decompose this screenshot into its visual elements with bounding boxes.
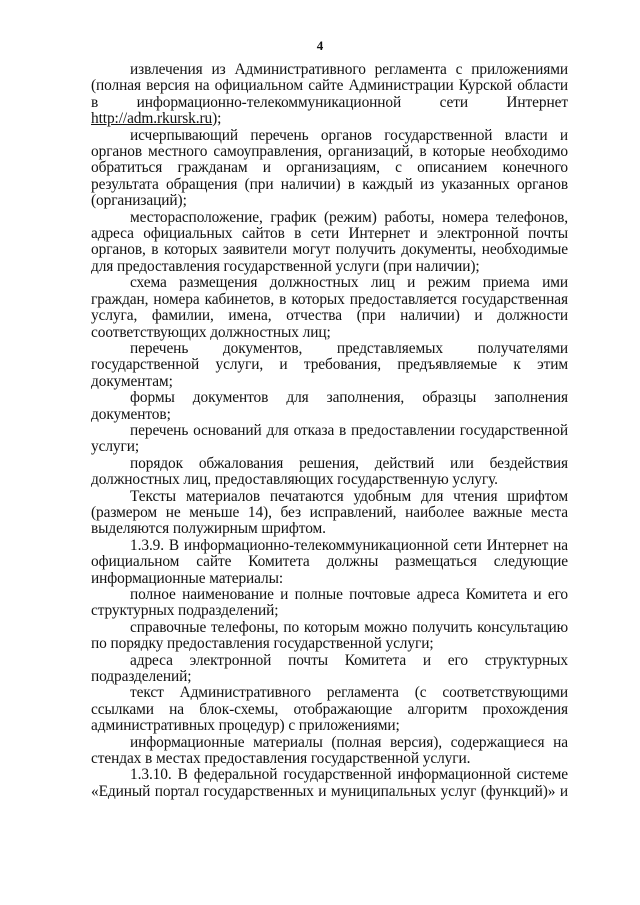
- paragraph-locations-schedule: месторасположение, график (режим) работы, номера телефонов, адреса официальных сайтов в сети Интернет и электронной почты органов, в которых заявители могут получить документы, необходимые для предоставления государственной услуги (при наличии);: [91, 208, 568, 275]
- paragraph-document-forms: формы документов для заполнения, образцы заполнения документов;: [91, 389, 568, 423]
- website-link[interactable]: http://adm.rkursk.ru: [91, 110, 213, 128]
- paragraph-documents-list: перечень документов, представляемых получателями государственной услуги, и требования, предъявляемые к этим документам;: [91, 339, 568, 390]
- paragraph-full-name-addresses: полное наименование и полные почтовые адреса Комитета и его структурных подразделений;: [91, 586, 568, 620]
- paragraph-info-materials: информационные материалы (полная версия), содержащиеся на стендах в местах предоставления государственной услуги.: [91, 733, 568, 768]
- paragraph-text: извлечения из Административного регламента с приложениями (полная версия на официальном сайте Администрации Курской области в информационно-телекоммуникационной сети Интернет: [91, 61, 568, 111]
- paragraph-text-formatting: Тексты материалов печатаются удобным для чтения шрифтом (размером не меньше 14), без исправлений, наиболее важные места выделяются полужирным шрифтом.: [91, 487, 568, 538]
- paragraph-email-addresses: адреса электронной почты Комитета и его структурных подразделений;: [91, 651, 568, 686]
- paragraph-refusal-grounds: перечень оснований для отказа в предоставлении государственной услуги;: [91, 421, 568, 456]
- paragraph-reference-phones: справочные телефоны, по которым можно получить консультацию по порядку предоставления государственной услуги;: [91, 618, 568, 653]
- paragraph-officials-scheme: схема размещения должностных лиц и режим приема ими граждан, номера кабинетов, в которых предоставляется государственная услуга, фамилии, имена, отчества (при наличии) и должности соответствующих должностных лиц;: [91, 274, 568, 341]
- paragraph-appeal-procedure: порядок обжалования решения, действий или бездействия должностных лиц, предоставляющих государственную услугу.: [91, 454, 568, 489]
- paragraph-suffix: );: [212, 110, 222, 128]
- paragraph-section-1-3-10: 1.3.10. В федеральной государственной информационной системе «Единый портал государственных и муниципальных услуг (функций)» и: [91, 766, 568, 800]
- document-body: [91, 62, 568, 800]
- paragraph-section-1-3-9: 1.3.9. В информационно-телекоммуникационной сети Интернет на официальном сайте Комитета должны размещаться следующие информационные материалы:: [91, 536, 568, 587]
- paragraph-regulation-extracts: [91, 62, 568, 128]
- paragraph-authorities-list: исчерпывающий перечень органов государственной власти и органов местного самоуправления, организаций, в которые необходимо обратиться гражданам и организациям, с описанием конечного результата обращения (при наличии) в каждый из указанных органов (организаций);: [91, 126, 568, 210]
- page-number: 4: [316, 38, 324, 53]
- paragraph-regulation-text: текст Административного регламента (с соответствующими ссылками на блок-схемы, отображающие алгоритм прохождения административных процедур) с приложениями;: [91, 684, 568, 735]
